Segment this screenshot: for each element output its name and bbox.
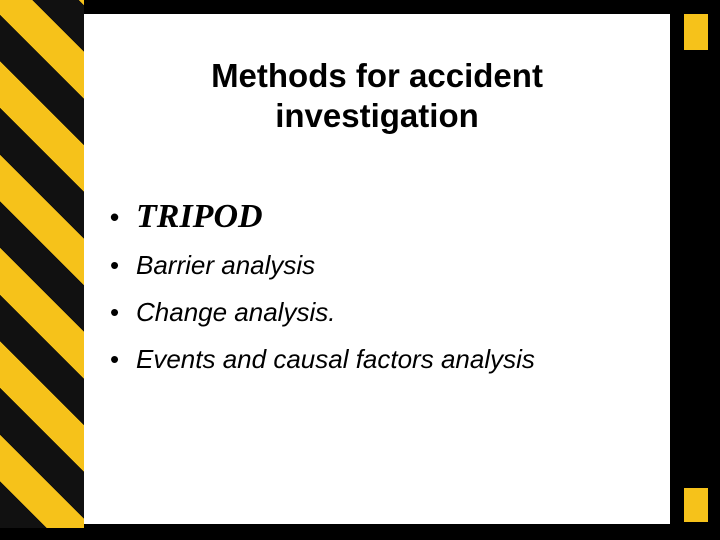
bullet-item-change-analysis bbox=[106, 289, 535, 336]
bullet-dot-icon: • bbox=[110, 344, 120, 374]
bullet-text: Barrier analysis bbox=[136, 250, 316, 280]
bullet-item-events-causal-factors bbox=[106, 336, 535, 383]
slide-title bbox=[84, 56, 670, 136]
slide-content bbox=[84, 14, 670, 524]
bullet-item-tripod bbox=[106, 192, 535, 242]
bullet-list bbox=[106, 192, 535, 383]
bullet-text: Change analysis. bbox=[136, 297, 336, 327]
bullet-text: Events and causal factors analysis bbox=[136, 344, 535, 374]
hazard-stripe-band bbox=[0, 0, 84, 528]
yellow-marker-top bbox=[684, 14, 708, 50]
slide-title-line-2: investigation bbox=[275, 97, 479, 134]
bullet-text: TRIPOD bbox=[136, 198, 263, 235]
bullet-item-barrier-analysis bbox=[106, 242, 535, 289]
bullet-dot-icon: • bbox=[110, 297, 120, 327]
bullet-dot-icon: • bbox=[110, 202, 120, 232]
slide-title-line-1: Methods for accident bbox=[211, 57, 543, 94]
bullet-dot-icon: • bbox=[110, 250, 120, 280]
yellow-marker-bottom bbox=[684, 488, 708, 522]
